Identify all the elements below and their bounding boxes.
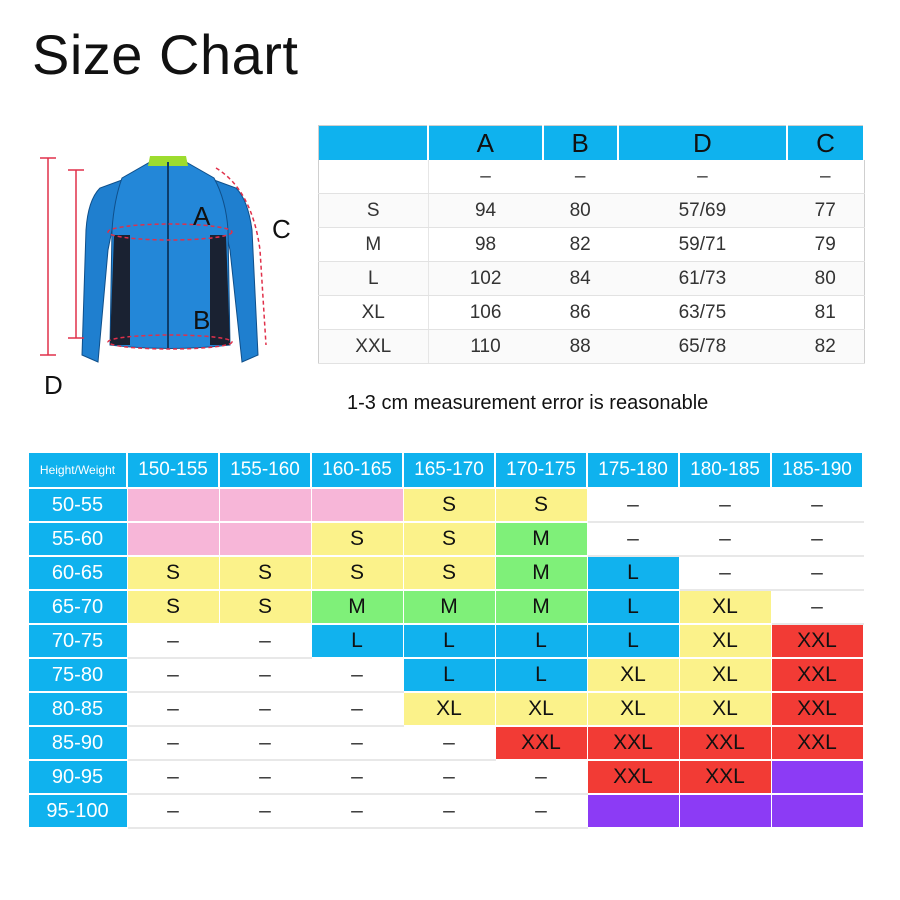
size-recommendation-cell: L bbox=[403, 658, 495, 692]
weight-header: 60-65 bbox=[28, 556, 127, 590]
size-recommendation-cell: S bbox=[495, 488, 587, 522]
size-recommendation-cell: – bbox=[311, 794, 403, 828]
size-value-cell: 88 bbox=[543, 330, 618, 364]
size-table-row bbox=[319, 296, 865, 330]
size-recommendation-cell: XXL bbox=[587, 726, 679, 760]
size-recommendation-cell: – bbox=[219, 760, 311, 794]
size-recommendation-cell: – bbox=[679, 488, 771, 522]
size-recommendation-cell: XL bbox=[679, 590, 771, 624]
size-label-cell: S bbox=[319, 194, 429, 228]
hw-table-row bbox=[28, 556, 863, 590]
size-recommendation-cell: XL bbox=[403, 692, 495, 726]
size-recommendation-cell: XXL bbox=[587, 760, 679, 794]
hw-table-row bbox=[28, 590, 863, 624]
size-table-row bbox=[319, 194, 865, 228]
size-recommendation-cell: – bbox=[127, 726, 219, 760]
size-value-cell: 82 bbox=[543, 228, 618, 262]
label-a: A bbox=[193, 201, 211, 231]
size-table-row bbox=[319, 262, 865, 296]
weight-header: 55-60 bbox=[28, 522, 127, 556]
size-recommendation-cell: L bbox=[587, 624, 679, 658]
size-value-cell: 77 bbox=[787, 194, 864, 228]
size-recommendation-cell: – bbox=[403, 794, 495, 828]
height-header: 150-155 bbox=[127, 452, 219, 488]
size-recommendation-cell: XXL bbox=[771, 692, 863, 726]
size-recommendation-cell: S bbox=[403, 488, 495, 522]
size-recommendation-cell bbox=[127, 488, 219, 522]
height-header: 185-190 bbox=[771, 452, 863, 488]
size-recommendation-cell: – bbox=[127, 658, 219, 692]
weight-header: 50-55 bbox=[28, 488, 127, 522]
size-recommendation-cell bbox=[679, 794, 771, 828]
size-header-c: C bbox=[787, 126, 864, 161]
weight-header: 90-95 bbox=[28, 760, 127, 794]
size-recommendation-cell: M bbox=[311, 590, 403, 624]
size-recommendation-cell bbox=[771, 794, 863, 828]
size-recommendation-cell: – bbox=[219, 692, 311, 726]
size-recommendation-cell: – bbox=[495, 794, 587, 828]
size-measurement-table bbox=[318, 125, 865, 364]
measurement-note: 1-3 cm measurement error is reasonable bbox=[347, 392, 709, 414]
hw-table-row bbox=[28, 760, 863, 794]
hw-table-row bbox=[28, 624, 863, 658]
size-recommendation-cell: M bbox=[495, 556, 587, 590]
size-value-cell: – bbox=[787, 160, 864, 194]
size-recommendation-cell: – bbox=[127, 692, 219, 726]
size-recommendation-cell: – bbox=[127, 760, 219, 794]
size-recommendation-cell: S bbox=[219, 556, 311, 590]
size-recommendation-cell: – bbox=[127, 794, 219, 828]
size-recommendation-cell: XL bbox=[495, 692, 587, 726]
size-value-cell: – bbox=[618, 160, 787, 194]
size-recommendation-cell: XXL bbox=[495, 726, 587, 760]
size-label-cell: XL bbox=[319, 296, 429, 330]
size-value-cell: 86 bbox=[543, 296, 618, 330]
height-header: 155-160 bbox=[219, 452, 311, 488]
size-recommendation-cell: L bbox=[495, 624, 587, 658]
size-recommendation-cell: S bbox=[403, 556, 495, 590]
size-value-cell: 84 bbox=[543, 262, 618, 296]
jersey-illustration bbox=[30, 140, 320, 400]
size-recommendation-cell: – bbox=[219, 624, 311, 658]
size-value-cell: 110 bbox=[428, 330, 543, 364]
size-recommendation-cell: L bbox=[587, 556, 679, 590]
size-recommendation-cell: S bbox=[311, 522, 403, 556]
size-table-body bbox=[319, 160, 865, 364]
hw-table-row bbox=[28, 726, 863, 760]
label-c: C bbox=[272, 214, 291, 244]
weight-header: 85-90 bbox=[28, 726, 127, 760]
height-header: 165-170 bbox=[403, 452, 495, 488]
size-recommendation-cell: XXL bbox=[771, 624, 863, 658]
weight-header: 95-100 bbox=[28, 794, 127, 828]
hw-table-row bbox=[28, 658, 863, 692]
size-recommendation-cell: – bbox=[311, 760, 403, 794]
size-label-cell: XXL bbox=[319, 330, 429, 364]
weight-header: 80-85 bbox=[28, 692, 127, 726]
size-recommendation-cell: – bbox=[219, 658, 311, 692]
size-table-header bbox=[319, 126, 865, 161]
size-label-cell: M bbox=[319, 228, 429, 262]
label-d: D bbox=[44, 370, 63, 400]
size-table-row bbox=[319, 228, 865, 262]
size-header-d: D bbox=[618, 126, 787, 161]
size-recommendation-cell: – bbox=[219, 794, 311, 828]
size-value-cell: 81 bbox=[787, 296, 864, 330]
size-recommendation-cell: XXL bbox=[679, 760, 771, 794]
size-recommendation-cell: – bbox=[311, 658, 403, 692]
weight-header: 75-80 bbox=[28, 658, 127, 692]
weight-header: 65-70 bbox=[28, 590, 127, 624]
size-recommendation-cell: – bbox=[403, 760, 495, 794]
size-recommendation-cell: L bbox=[311, 624, 403, 658]
size-header-corner bbox=[319, 126, 429, 161]
size-recommendation-cell: – bbox=[219, 726, 311, 760]
page-title: Size Chart bbox=[32, 23, 299, 86]
size-recommendation-cell: – bbox=[403, 726, 495, 760]
size-recommendation-cell bbox=[219, 488, 311, 522]
size-label-cell bbox=[319, 160, 429, 194]
size-value-cell: 59/71 bbox=[618, 228, 787, 262]
size-recommendation-cell: XXL bbox=[679, 726, 771, 760]
weight-header: 70-75 bbox=[28, 624, 127, 658]
size-recommendation-cell: – bbox=[311, 692, 403, 726]
size-recommendation-cell: S bbox=[403, 522, 495, 556]
size-recommendation-cell: XL bbox=[587, 658, 679, 692]
size-value-cell: 65/78 bbox=[618, 330, 787, 364]
size-recommendation-cell: – bbox=[679, 556, 771, 590]
size-table-row bbox=[319, 160, 865, 194]
size-recommendation-cell: – bbox=[771, 590, 863, 624]
size-recommendation-cell: – bbox=[587, 488, 679, 522]
hw-table-row bbox=[28, 692, 863, 726]
hw-table-body bbox=[28, 488, 863, 828]
size-recommendation-cell: S bbox=[219, 590, 311, 624]
size-recommendation-cell: XL bbox=[679, 624, 771, 658]
size-recommendation-cell: S bbox=[127, 556, 219, 590]
size-recommendation-cell bbox=[219, 522, 311, 556]
size-recommendation-cell: M bbox=[495, 522, 587, 556]
size-recommendation-cell: M bbox=[403, 590, 495, 624]
size-recommendation-cell bbox=[311, 488, 403, 522]
size-header-a: A bbox=[428, 126, 543, 161]
size-recommendation-cell: XXL bbox=[771, 658, 863, 692]
size-recommendation-cell: XXL bbox=[771, 726, 863, 760]
jersey-diagram bbox=[30, 140, 320, 400]
hw-table-row bbox=[28, 794, 863, 828]
size-recommendation-cell: XL bbox=[587, 692, 679, 726]
size-recommendation-cell bbox=[587, 794, 679, 828]
size-recommendation-cell: S bbox=[127, 590, 219, 624]
size-value-cell: 63/75 bbox=[618, 296, 787, 330]
size-recommendation-cell: S bbox=[311, 556, 403, 590]
size-recommendation-cell bbox=[127, 522, 219, 556]
size-header-b: B bbox=[543, 126, 618, 161]
height-header: 160-165 bbox=[311, 452, 403, 488]
hw-table-row bbox=[28, 488, 863, 522]
size-value-cell: 82 bbox=[787, 330, 864, 364]
size-value-cell: 80 bbox=[543, 194, 618, 228]
size-recommendation-cell: – bbox=[311, 726, 403, 760]
height-header: 180-185 bbox=[679, 452, 771, 488]
size-recommendation-cell: – bbox=[771, 556, 863, 590]
size-value-cell: – bbox=[543, 160, 618, 194]
size-value-cell: 98 bbox=[428, 228, 543, 262]
size-recommendation-cell: – bbox=[587, 522, 679, 556]
size-recommendation-cell: L bbox=[495, 658, 587, 692]
size-recommendation-cell: XL bbox=[679, 658, 771, 692]
height-weight-table bbox=[27, 451, 864, 829]
size-value-cell: 106 bbox=[428, 296, 543, 330]
label-b: B bbox=[193, 305, 211, 335]
size-recommendation-cell: – bbox=[771, 522, 863, 556]
size-value-cell: 57/69 bbox=[618, 194, 787, 228]
size-recommendation-cell: L bbox=[587, 590, 679, 624]
hw-table-row bbox=[28, 522, 863, 556]
size-recommendation-cell: – bbox=[771, 488, 863, 522]
size-value-cell: 80 bbox=[787, 262, 864, 296]
height-header: 175-180 bbox=[587, 452, 679, 488]
size-table-row bbox=[319, 330, 865, 364]
hw-corner-header: Height/Weight bbox=[28, 452, 127, 488]
size-label-cell: L bbox=[319, 262, 429, 296]
size-value-cell: 61/73 bbox=[618, 262, 787, 296]
size-value-cell: 102 bbox=[428, 262, 543, 296]
size-value-cell: – bbox=[428, 160, 543, 194]
size-recommendation-cell: – bbox=[127, 624, 219, 658]
size-recommendation-cell: – bbox=[679, 522, 771, 556]
size-recommendation-cell: – bbox=[495, 760, 587, 794]
size-recommendation-cell: M bbox=[495, 590, 587, 624]
size-value-cell: 79 bbox=[787, 228, 864, 262]
height-header: 170-175 bbox=[495, 452, 587, 488]
size-value-cell: 94 bbox=[428, 194, 543, 228]
hw-table-header bbox=[28, 452, 863, 488]
size-recommendation-cell bbox=[771, 760, 863, 794]
size-recommendation-cell: L bbox=[403, 624, 495, 658]
size-recommendation-cell: XL bbox=[679, 692, 771, 726]
